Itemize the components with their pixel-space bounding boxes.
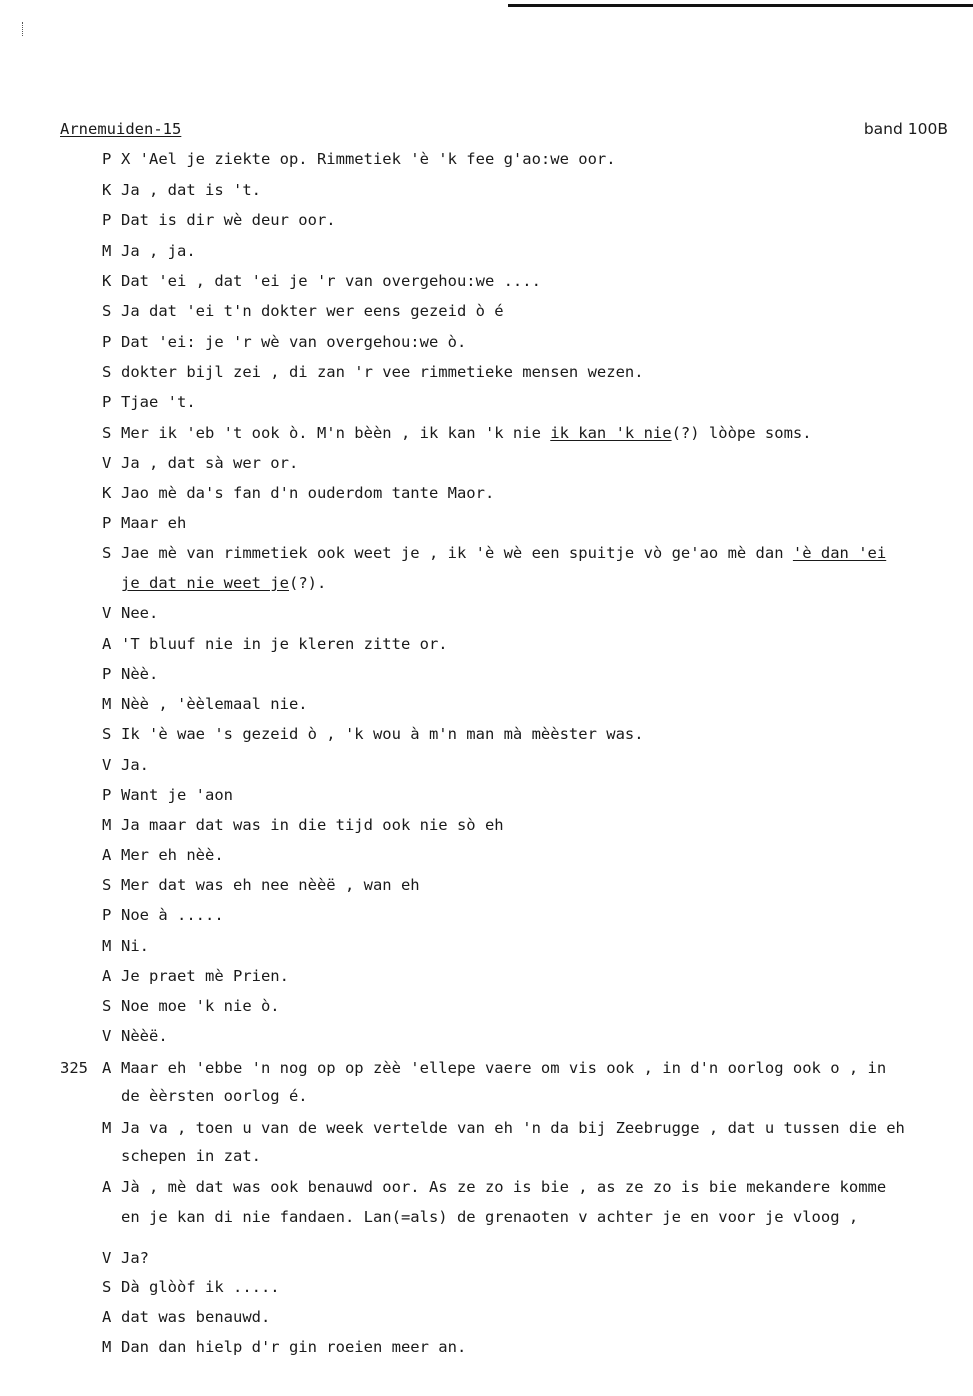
utterance-text: Dà glòòf ik ..... — [121, 1278, 280, 1296]
transcript-line — [0, 1087, 973, 1109]
transcript-line — [0, 816, 973, 838]
speaker-code: M — [102, 816, 112, 834]
speaker-code: S — [102, 544, 112, 562]
utterance-text: Mer dat was eh nee nèèë , wan eh — [121, 876, 420, 894]
transcript-line — [0, 150, 973, 172]
speaker-code: S — [102, 363, 112, 381]
transcript-line — [0, 725, 973, 747]
utterance-text: Nèè. — [121, 665, 159, 683]
transcript-line — [0, 604, 973, 626]
speaker-code: P — [102, 211, 112, 229]
margin-mark — [22, 22, 24, 36]
utterance-text: 'T bluuf nie in je kleren zitte or. — [121, 635, 448, 653]
transcript-line — [0, 333, 973, 355]
utterance-text: Ja maar dat was in die tijd ook nie sò eh — [121, 816, 504, 834]
speaker-code: V — [102, 1027, 112, 1045]
utterance-text: X 'Ael je ziekte op. Rimmetiek 'è 'k fee g'ao:we oor. — [121, 150, 616, 168]
transcript-line — [0, 695, 973, 717]
transcript-line — [0, 1119, 973, 1141]
speaker-code: P — [102, 333, 112, 351]
utterance-text: Ni. — [121, 937, 149, 955]
speaker-code: A — [102, 967, 112, 985]
transcript-line — [0, 876, 973, 898]
line-counter: 325 — [60, 1059, 88, 1077]
utterance-text: schepen in zat. — [121, 1147, 261, 1165]
utterance-text: Nee. — [121, 604, 159, 622]
speaker-code: K — [102, 484, 112, 502]
utterance-text: Mer ik 'eb 't ook ò. M'n bèèn , ik kan 'k nie ik kan 'k nie(?) lòòpe soms. — [121, 424, 812, 442]
speaker-code: S — [102, 997, 112, 1015]
transcript-line — [0, 1147, 973, 1169]
page-header — [60, 120, 948, 142]
speaker-code: P — [102, 150, 112, 168]
speaker-code: M — [102, 1338, 112, 1356]
utterance-text: Je praet mè Prien. — [121, 967, 289, 985]
utterance-text: Ja , ja. — [121, 242, 196, 260]
transcript-line — [0, 1278, 973, 1300]
utterance-text: Dat 'ei , dat 'ei je 'r van overgehou:we .... — [121, 272, 541, 290]
utterance-text: Jao mè da's fan d'n ouderdom tante Maor. — [121, 484, 495, 502]
speaker-code: M — [102, 937, 112, 955]
utterance-text: Want je 'aon — [121, 786, 233, 804]
transcript-line — [0, 846, 973, 868]
utterance-text: Jà , mè dat was ook benauwd oor. As ze zo is bie , as ze zo is bie mekandere komme — [121, 1178, 887, 1196]
underlined-phrase: ik kan 'k nie — [550, 424, 672, 442]
transcript-line — [0, 786, 973, 808]
transcript-title: Arnemuiden-15 — [60, 120, 182, 138]
speaker-code: P — [102, 665, 112, 683]
transcript-line — [0, 1249, 973, 1271]
speaker-code: K — [102, 181, 112, 199]
speaker-code: A — [102, 635, 112, 653]
transcript-line — [0, 1027, 973, 1049]
utterance-text: Ja. — [121, 756, 149, 774]
speaker-code: A — [102, 846, 112, 864]
speaker-code: S — [102, 302, 112, 320]
transcript-line — [0, 997, 973, 1019]
transcript-line — [0, 1208, 973, 1230]
speaker-code: A — [102, 1308, 112, 1326]
speaker-code: S — [102, 725, 112, 743]
transcript-line — [0, 1178, 973, 1200]
utterance-text: Dat is dir wè deur oor. — [121, 211, 336, 229]
speaker-code: M — [102, 242, 112, 260]
speaker-code: V — [102, 454, 112, 472]
speaker-code: P — [102, 393, 112, 411]
transcript-line — [0, 514, 973, 536]
transcript-line — [0, 302, 973, 324]
transcript-line — [0, 363, 973, 385]
transcript-line — [0, 454, 973, 476]
speaker-code: S — [102, 876, 112, 894]
utterance-text: dat was benauwd. — [121, 1308, 271, 1326]
utterance-text: de èèrsten oorlog é. — [121, 1087, 308, 1105]
transcript-line — [0, 242, 973, 264]
speaker-code: S — [102, 424, 112, 442]
utterance-text: Ja , dat sà wer or. — [121, 454, 299, 472]
transcript-line — [0, 272, 973, 294]
transcript-line — [0, 1338, 973, 1360]
transcript-line — [0, 484, 973, 506]
transcript-line — [0, 665, 973, 687]
utterance-text: Noe moe 'k nie ò. — [121, 997, 280, 1015]
utterance-text: Ja va , toen u van de week vertelde van eh 'n da bij Zeebrugge , dat u tussen die eh — [121, 1119, 905, 1137]
underlined-phrase: je dat nie weet je — [121, 574, 289, 592]
transcript-line — [0, 937, 973, 959]
utterance-text: je dat nie weet je(?). — [121, 574, 327, 592]
utterance-text: dokter bijl zei , di zan 'r vee rimmetieke mensen wezen. — [121, 363, 644, 381]
utterance-text: Maar eh — [121, 514, 187, 532]
transcript-line — [0, 906, 973, 928]
transcript-line — [0, 544, 973, 566]
utterance-text: Noe à ..... — [121, 906, 224, 924]
transcript-line — [0, 1308, 973, 1330]
utterance-text: Jae mè van rimmetiek ook weet je , ik 'è wè een spuitje vò ge'ao mè dan 'è dan 'ei — [121, 544, 887, 562]
utterance-text: Nèè , 'èèlemaal nie. — [121, 695, 308, 713]
transcript-line — [0, 211, 973, 233]
transcript-line — [0, 181, 973, 203]
speaker-code: V — [102, 756, 112, 774]
speaker-code: M — [102, 695, 112, 713]
utterance-text: Mer eh nèè. — [121, 846, 224, 864]
utterance-text: Dan dan hielp d'r gin roeien meer an. — [121, 1338, 467, 1356]
transcript-line — [0, 967, 973, 989]
transcript-line — [0, 635, 973, 657]
speaker-code: A — [102, 1178, 112, 1196]
band-label: band 100B — [863, 120, 948, 138]
top-rule — [508, 4, 973, 7]
transcript-line — [0, 424, 973, 446]
speaker-code: V — [102, 604, 112, 622]
underlined-phrase: 'è dan 'ei — [792, 544, 887, 562]
utterance-text: en je kan di nie fandaen. Lan(=als) de grenaoten v achter je en voor je vloog , — [121, 1208, 859, 1226]
utterance-text: Ik 'è wae 's gezeid ò , 'k wou à m'n man mà mèèster was. — [121, 725, 644, 743]
transcript-line — [0, 1059, 973, 1081]
speaker-code: M — [102, 1119, 112, 1137]
speaker-code: P — [102, 514, 112, 532]
utterance-text: Ja dat 'ei t'n dokter wer eens gezeid ò é — [121, 302, 504, 320]
utterance-text: Ja? — [121, 1249, 149, 1267]
transcript-line — [0, 756, 973, 778]
speaker-code: V — [102, 1249, 112, 1267]
transcript-line — [0, 393, 973, 415]
utterance-text: Maar eh 'ebbe 'n nog op op zèè 'ellepe vaere om vis ook , in d'n oorlog ook o , in — [121, 1059, 887, 1077]
utterance-text: Ja , dat is 't. — [121, 181, 261, 199]
utterance-text: Tjae 't. — [121, 393, 196, 411]
utterance-text: Dat 'ei: je 'r wè van overgehou:we ò. — [121, 333, 467, 351]
transcript-line — [0, 574, 973, 596]
speaker-code: P — [102, 906, 112, 924]
speaker-code: A — [102, 1059, 112, 1077]
speaker-code: K — [102, 272, 112, 290]
speaker-code: S — [102, 1278, 112, 1296]
utterance-text: Nèèë. — [121, 1027, 168, 1045]
speaker-code: P — [102, 786, 112, 804]
